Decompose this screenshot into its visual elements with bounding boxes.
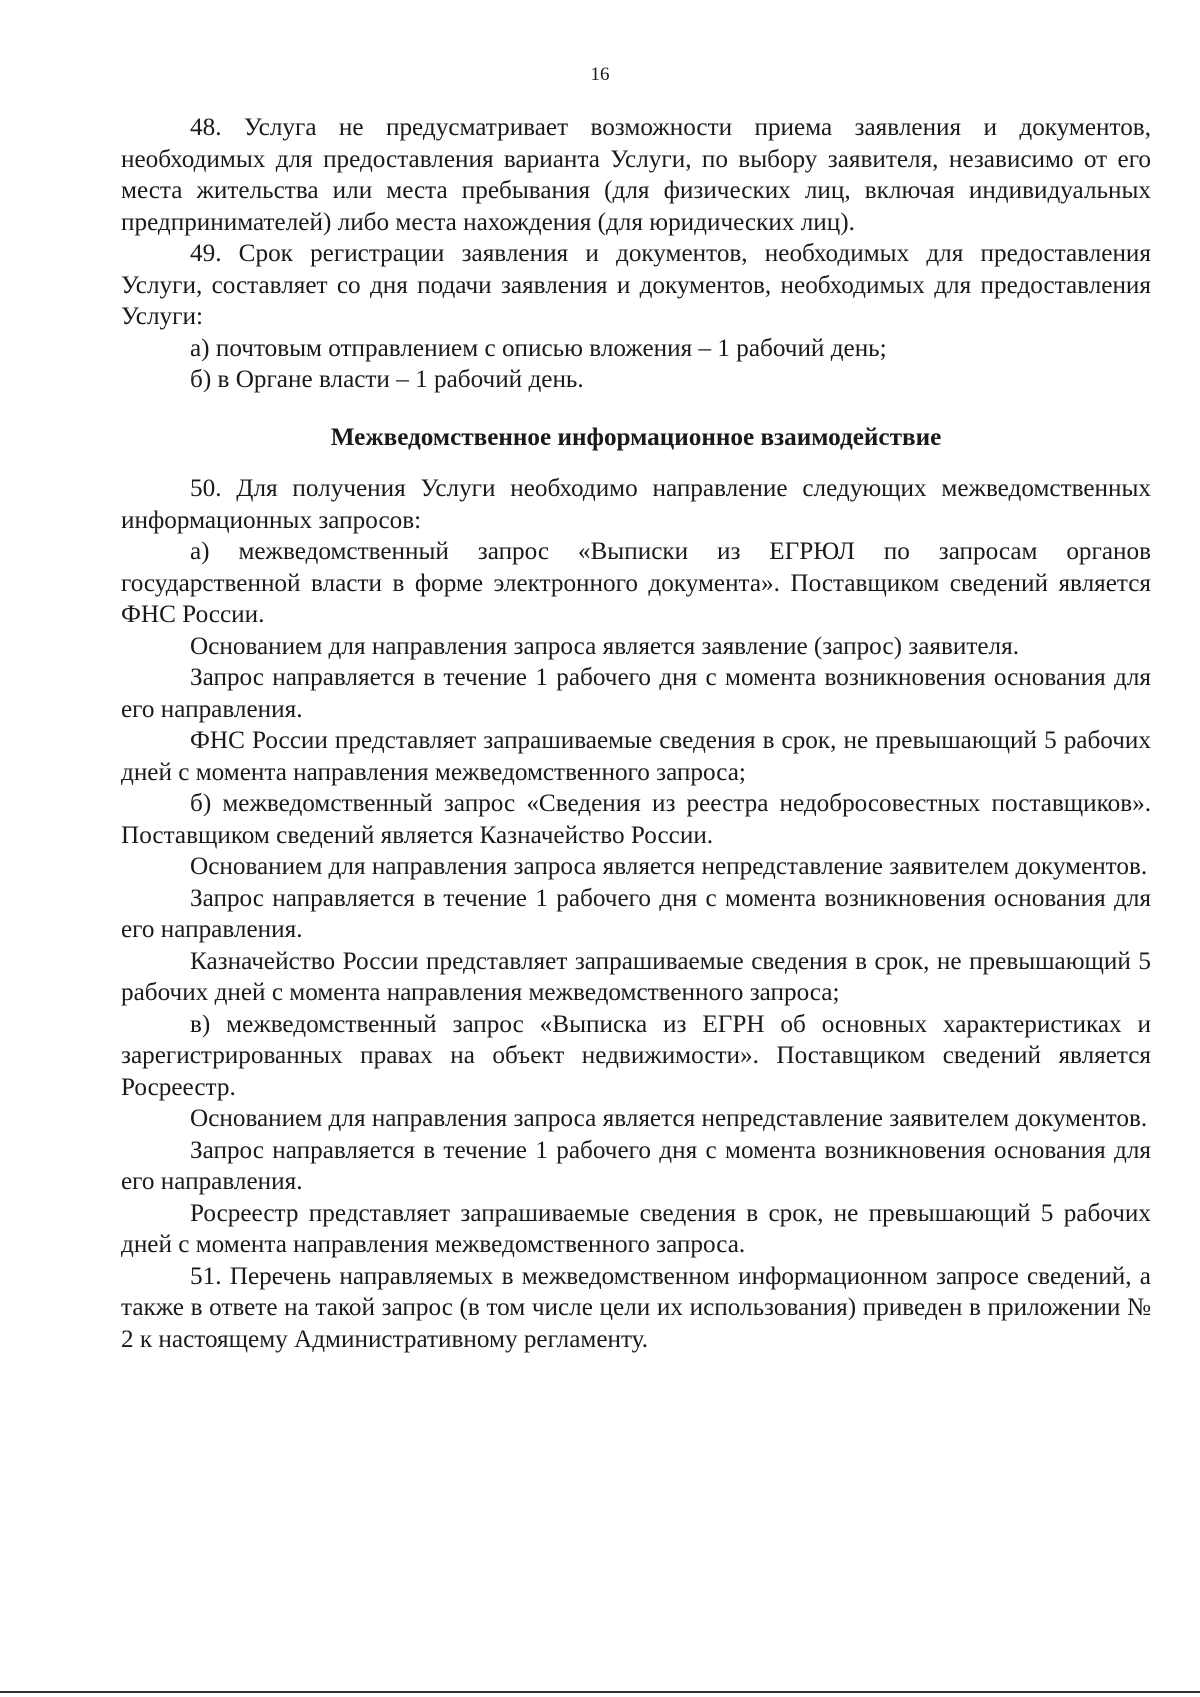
paragraph-50-a-timing: Запрос направляется в течение 1 рабочего дня с момента возникновения основания для его направления. — [121, 664, 1151, 723]
paragraph-50-b-timing: Запрос направляется в течение 1 рабочего дня с момента возникновения основания для его направления. — [121, 884, 1151, 943]
paragraph-50-a-basis: Основанием для направления запроса является заявление (запрос) заявителя. — [190, 632, 1019, 660]
paragraph-50: 50. Для получения Услуги необходимо направление следующих межведомственных информационных запросов: — [121, 475, 1151, 534]
document-body — [121, 112, 1151, 1355]
paragraph-50-c-basis: Основанием для направления запроса является непредставление заявителем документов. — [190, 1105, 1148, 1132]
paragraph-50-c-term: Росреестр представляет запрашиваемые сведения в срок, не превышающий 5 рабочих дней с момента направления межведомственного запроса. — [121, 1199, 1151, 1258]
paragraph-50-a-term: ФНС России представляет запрашиваемые сведения в срок, не превышающий 5 рабочих дней с момента направления межведомственного запроса; — [121, 727, 1151, 786]
paragraph-49-b: б) в Органе власти – 1 рабочий день. — [190, 366, 584, 393]
section-heading: Межведомственное информационное взаимодействие — [330, 423, 942, 451]
page-number: 16 — [590, 64, 610, 85]
paragraph-51: 51. Перечень направляемых в межведомственном информационном запросе сведений, а также в ответе на такой запрос (в том числе цели их использования) приведен в приложении № 2 к настоящему Административному регламенту. — [121, 1262, 1151, 1353]
paragraph-50-b-term: Казначейство России представляет запрашиваемые сведения в срок, не превышающий 5 рабочих дней с момента направления межведомственного запроса; — [121, 947, 1151, 1006]
paragraph-50-c: в) межведомственный запрос «Выписка из ЕГРН об основных характеристиках и зарегистрированных правах на объект недвижимости». Поставщиком сведений является Росреестр. — [121, 1010, 1151, 1101]
paragraph-50-b-basis: Основанием для направления запроса является непредставление заявителем документов. — [190, 853, 1148, 880]
paragraph-50-b: б) межведомственный запрос «Сведения из реестра недобросовестных поставщиков». Поставщиком сведений является Казначейство России. — [121, 790, 1151, 849]
paragraph-50-c-timing: Запрос направляется в течение 1 рабочего дня с момента возникновения основания для его направления. — [121, 1136, 1151, 1195]
bottom-scan-edge — [0, 1691, 1200, 1693]
paragraph-48: 48. Услуга не предусматривает возможности приема заявления и документов, необходимых для предоставления варианта Услуги, по выбору заявителя, независимо от его места жительства или места пребывания (для физических лиц, включая индивидуальных предпринимателей) либо места нахождения (для юридических лиц). — [121, 114, 1151, 236]
paragraph-50-a: а) межведомственный запрос «Выписки из ЕГРЮЛ по запросам органов государственной власти в форме электронного документа». Поставщиком сведений является ФНС России. — [121, 538, 1151, 628]
paragraph-49: 49. Срок регистрации заявления и документов, необходимых для предоставления Услуги, составляет со дня подачи заявления и документов, необходимых для предоставления Услуги: — [121, 240, 1151, 330]
paragraph-49-a: а) почтовым отправлением с описью вложения – 1 рабочий день; — [190, 334, 887, 362]
